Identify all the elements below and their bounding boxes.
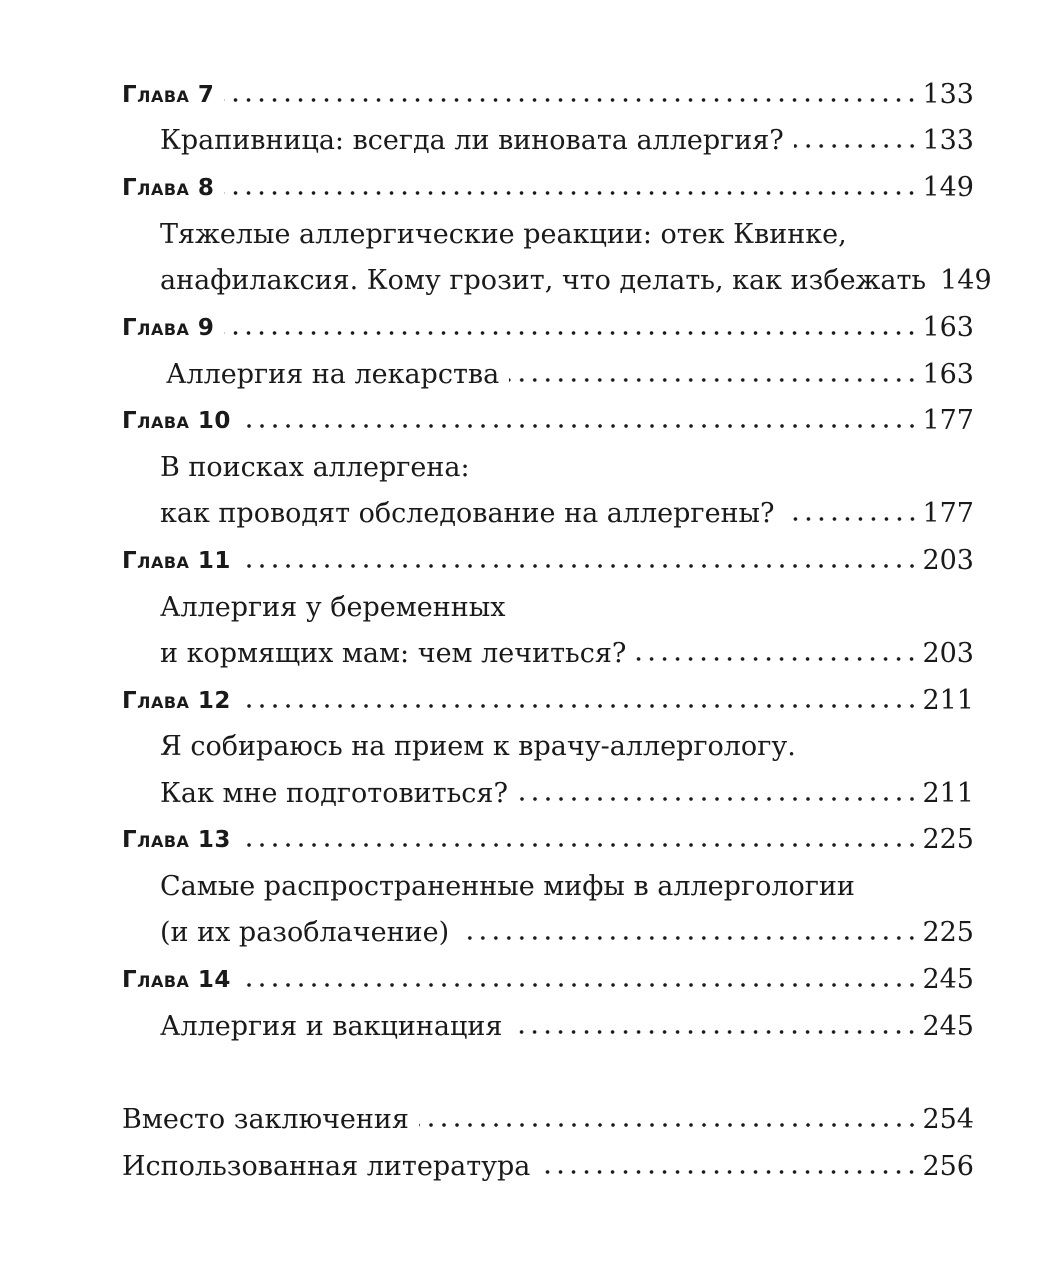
toc-entry-chapter-14-title [160, 1004, 974, 1044]
page-number: 163 [922, 359, 974, 390]
page-number: 149 [940, 265, 992, 296]
chapter-title: Глава 13 [122, 827, 231, 853]
dot-leader [518, 796, 919, 802]
dot-leader [459, 935, 918, 941]
chapter-title: Глава 8 [122, 175, 215, 201]
page-number: 133 [922, 79, 974, 110]
page-number: 211 [922, 778, 974, 809]
toc-entry-chapter-14 [122, 957, 974, 997]
toc-entry-chapter-12-title [160, 771, 974, 811]
section-title-line-1: Аллергия у беременных [160, 592, 506, 623]
chapter-title: Глава 9 [122, 315, 215, 341]
page-number: 177 [922, 405, 974, 436]
section-title: и кормящих мам: чем лечиться? [160, 638, 627, 669]
toc-entry-chapter-11 [122, 538, 974, 578]
dot-leader [419, 1122, 919, 1128]
toc-entry-chapter-7-title [160, 118, 974, 158]
toc-entry-chapter-10 [122, 398, 974, 438]
toc-entry-chapter-8-title [160, 258, 992, 298]
section-title: Крапивница: всегда ли виновата аллергия? [160, 125, 784, 156]
toc-entry-conclusion [122, 1097, 974, 1137]
dot-leader [785, 516, 919, 522]
dot-leader [509, 377, 918, 383]
page-number: 203 [922, 638, 974, 669]
section-title-line-1: Тяжелые аллергические реакции: отек Квинке, [160, 219, 847, 250]
dot-leader [241, 982, 919, 988]
section-title-line-1: Я собираюсь на прием к врачу-аллергологу. [160, 731, 796, 762]
section-title: (и их разоблачение) [160, 917, 450, 948]
dot-leader [241, 703, 919, 709]
chapter-title: Глава 11 [122, 548, 231, 574]
toc-entry-chapter-13 [122, 817, 974, 857]
section-title: анафилаксия. Кому грозит, что делать, как избежать [160, 265, 927, 296]
toc-entry-chapter-13-title [160, 910, 974, 950]
page-number: 245 [922, 964, 974, 995]
dot-leader [224, 190, 918, 196]
dot-leader [540, 1169, 918, 1175]
dot-leader [241, 842, 919, 848]
toc-entry-chapter-7 [122, 72, 974, 112]
page-number: 245 [922, 1011, 974, 1042]
dot-leader [636, 656, 918, 662]
toc-entry-chapter-8 [122, 165, 974, 205]
dot-leader [224, 97, 918, 103]
page-number: 163 [922, 312, 974, 343]
page-number: 149 [922, 172, 974, 203]
dot-leader [241, 423, 919, 429]
page-number: 225 [922, 824, 974, 855]
section-title-line-1: Самые распространенные мифы в аллергологии [160, 871, 855, 902]
dot-leader [512, 1029, 918, 1035]
toc-entry-chapter-11-title [160, 631, 974, 671]
page-number: 203 [922, 545, 974, 576]
section-title: Аллергия на лекарства [166, 359, 500, 390]
section-title: Как мне подготовиться? [160, 778, 508, 809]
page-number: 254 [922, 1104, 974, 1135]
chapter-title: Глава 7 [122, 82, 215, 108]
page-number: 225 [922, 917, 974, 948]
page-number: 256 [922, 1151, 974, 1182]
dot-leader [224, 330, 918, 336]
entry-title: Вместо заключения [122, 1104, 409, 1135]
toc-entry-literature [122, 1144, 974, 1184]
dot-leader [794, 143, 919, 149]
dot-leader [241, 563, 919, 569]
entry-title: Использованная литература [122, 1151, 531, 1182]
page-number: 133 [922, 125, 974, 156]
toc-entry-chapter-9-title [166, 352, 974, 392]
chapter-title: Глава 10 [122, 408, 231, 434]
toc-entry-chapter-12 [122, 678, 974, 718]
toc-entry-chapter-9 [122, 305, 974, 345]
page-number: 177 [922, 498, 974, 529]
page-number: 211 [922, 685, 974, 716]
chapter-title: Глава 12 [122, 688, 231, 714]
section-title-line-1: В поисках аллергена: [160, 452, 470, 483]
chapter-title: Глава 14 [122, 967, 231, 993]
section-title: Аллергия и вакцинация [160, 1011, 503, 1042]
section-title: как проводят обследование на аллергены? [160, 498, 775, 529]
toc-entry-chapter-10-title [160, 491, 974, 531]
